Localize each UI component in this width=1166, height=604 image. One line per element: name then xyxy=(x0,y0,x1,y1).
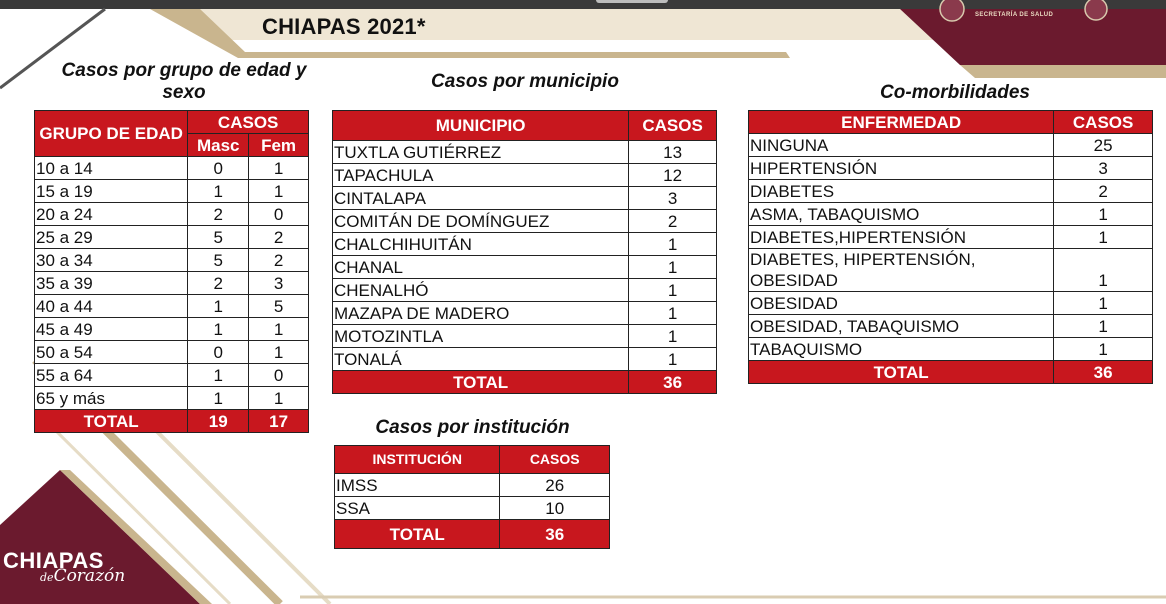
institucion-header-casos: CASOS xyxy=(500,446,610,474)
comorb-title: Co-morbilidades xyxy=(880,82,1030,103)
comorb-cell-casos: 1 xyxy=(1054,292,1153,315)
municipio-cell-nombre: MAZAPA DE MADERO xyxy=(333,302,629,325)
edad-total-label: TOTAL xyxy=(35,410,188,433)
edad-row xyxy=(35,157,309,180)
edad-cell-masc: 2 xyxy=(188,272,249,295)
institucion-cell-nombre: SSA xyxy=(335,497,500,520)
edad-cell-masc: 5 xyxy=(188,249,249,272)
edad-cell-fem: 1 xyxy=(249,387,309,410)
edad-cell-masc: 1 xyxy=(188,364,249,387)
municipio-row xyxy=(333,233,717,256)
municipio-cell-casos: 3 xyxy=(629,187,717,210)
municipio-cell-casos: 1 xyxy=(629,325,717,348)
municipio-header-name: MUNICIPIO xyxy=(333,111,629,141)
comorb-row xyxy=(749,203,1153,226)
comorb-cell-nombre: TABAQUISMO xyxy=(749,338,1054,361)
comorb-row xyxy=(749,134,1153,157)
municipio-total-value: 36 xyxy=(629,371,717,394)
edad-row xyxy=(35,180,309,203)
edad-cell-grupo: 65 y más xyxy=(35,387,188,410)
seal-icon xyxy=(940,0,964,21)
edad-cell-fem: 1 xyxy=(249,318,309,341)
edad-cell-grupo: 25 a 29 xyxy=(35,226,188,249)
comorb-cell-nombre: DIABETES,HIPERTENSIÓN xyxy=(749,226,1054,249)
comorb-cell-nombre: OBESIDAD, TABAQUISMO xyxy=(749,315,1054,338)
edad-row xyxy=(35,249,309,272)
institucion-header-name: INSTITUCIÓN xyxy=(335,446,500,474)
municipio-table xyxy=(332,110,717,394)
institucion-table xyxy=(334,445,610,549)
municipio-cell-casos: 13 xyxy=(629,141,717,164)
edad-cell-grupo: 15 a 19 xyxy=(35,180,188,203)
municipio-cell-casos: 12 xyxy=(629,164,717,187)
edad-cell-masc: 1 xyxy=(188,318,249,341)
institucion-row xyxy=(335,497,610,520)
edad-cell-fem: 1 xyxy=(249,341,309,364)
municipio-cell-casos: 1 xyxy=(629,233,717,256)
edad-cell-fem: 3 xyxy=(249,272,309,295)
edad-cell-masc: 1 xyxy=(188,387,249,410)
edad-header-grupo: GRUPO DE EDAD xyxy=(35,111,188,157)
municipio-cell-nombre: CINTALAPA xyxy=(333,187,629,210)
agency-label: SECRETARÍA DE SALUD xyxy=(975,12,1054,18)
municipio-row xyxy=(333,348,717,371)
municipio-row xyxy=(333,256,717,279)
municipio-total-label: TOTAL xyxy=(333,371,629,394)
institucion-cell-casos: 26 xyxy=(500,474,610,497)
edad-cell-masc: 2 xyxy=(188,203,249,226)
logo-de-corazon xyxy=(40,566,125,586)
comorb-row xyxy=(749,338,1153,361)
municipio-row xyxy=(333,210,717,233)
edad-cell-grupo: 30 a 34 xyxy=(35,249,188,272)
edad-row xyxy=(35,364,309,387)
municipio-cell-casos: 1 xyxy=(629,348,717,371)
comorb-cell-casos: 1 xyxy=(1054,249,1153,292)
municipio-row xyxy=(333,279,717,302)
comorb-cell-nombre: DIABETES xyxy=(749,180,1054,203)
comorb-header-name: ENFERMEDAD xyxy=(749,111,1054,134)
municipio-cell-casos: 2 xyxy=(629,210,717,233)
comorb-cell-casos: 1 xyxy=(1054,315,1153,338)
comorb-cell-nombre: HIPERTENSIÓN xyxy=(749,157,1054,180)
comorb-cell-casos: 3 xyxy=(1054,157,1153,180)
logo-de: de xyxy=(40,571,54,584)
institucion-cell-nombre: IMSS xyxy=(335,474,500,497)
comorb-row xyxy=(749,180,1153,203)
municipio-cell-nombre: COMITÁN DE DOMÍNGUEZ xyxy=(333,210,629,233)
municipio-cell-nombre: TUXTLA GUTIÉRREZ xyxy=(333,141,629,164)
municipio-cell-nombre: MOTOZINTLA xyxy=(333,325,629,348)
comorb-cell-casos: 1 xyxy=(1054,226,1153,249)
edad-row xyxy=(35,318,309,341)
comorb-header-casos: CASOS xyxy=(1054,111,1153,134)
edad-cell-masc: 1 xyxy=(188,295,249,318)
edad-cell-grupo: 35 a 39 xyxy=(35,272,188,295)
comorb-cell-casos: 1 xyxy=(1054,203,1153,226)
municipio-cell-casos: 1 xyxy=(629,256,717,279)
edad-cell-grupo: 10 a 14 xyxy=(35,157,188,180)
municipio-row xyxy=(333,325,717,348)
comorb-row xyxy=(749,292,1153,315)
municipio-cell-nombre: CHANAL xyxy=(333,256,629,279)
edad-row xyxy=(35,387,309,410)
municipio-cell-nombre: CHENALHÓ xyxy=(333,279,629,302)
logo-chiapas: CHIAPAS xyxy=(3,548,104,573)
edad-row xyxy=(35,226,309,249)
comorb-row xyxy=(749,157,1153,180)
edad-cell-fem: 2 xyxy=(249,226,309,249)
edad-cell-grupo: 40 a 44 xyxy=(35,295,188,318)
comorb-cell-casos: 1 xyxy=(1054,338,1153,361)
edad-header-casos: CASOS xyxy=(188,111,309,134)
emblem-icon xyxy=(1085,0,1107,20)
municipio-cell-nombre: TONALÁ xyxy=(333,348,629,371)
edad-row xyxy=(35,272,309,295)
municipio-header-casos: CASOS xyxy=(629,111,717,141)
edad-cell-grupo: 45 a 49 xyxy=(35,318,188,341)
municipio-row xyxy=(333,164,717,187)
edad-cell-fem: 0 xyxy=(249,203,309,226)
logo-corazon: Corazón xyxy=(53,566,126,586)
comorb-row xyxy=(749,315,1153,338)
municipio-row xyxy=(333,302,717,325)
edad-row xyxy=(35,203,309,226)
comorb-cell-nombre: ASMA, TABAQUISMO xyxy=(749,203,1054,226)
edad-cell-masc: 0 xyxy=(188,341,249,364)
comorb-cell-casos: 25 xyxy=(1054,134,1153,157)
edad-total-fem: 17 xyxy=(249,410,309,433)
comorb-row xyxy=(749,249,1153,292)
comorb-total-value: 36 xyxy=(1054,361,1153,384)
edad-header-masc: Masc xyxy=(188,134,249,157)
edad-cell-masc: 5 xyxy=(188,226,249,249)
comorb-row xyxy=(749,226,1153,249)
edad-cell-fem: 5 xyxy=(249,295,309,318)
edad-cell-grupo: 50 a 54 xyxy=(35,341,188,364)
edad-title: Casos por grupo de edad y sexo xyxy=(61,60,307,103)
institucion-title: Casos por institución xyxy=(375,417,570,438)
edad-header-fem: Fem xyxy=(249,134,309,157)
edad-cell-grupo: 20 a 24 xyxy=(35,203,188,226)
comorb-total-label: TOTAL xyxy=(749,361,1054,384)
municipio-cell-nombre: CHALCHIHUITÁN xyxy=(333,233,629,256)
edad-table xyxy=(34,110,309,433)
page-title: CHIAPAS 2021* xyxy=(262,14,426,39)
institucion-row xyxy=(335,474,610,497)
edad-cell-fem: 2 xyxy=(249,249,309,272)
municipio-row xyxy=(333,187,717,210)
municipio-cell-casos: 1 xyxy=(629,302,717,325)
edad-cell-fem: 0 xyxy=(249,364,309,387)
municipio-title: Casos por municipio xyxy=(431,71,619,92)
edad-row xyxy=(35,295,309,318)
edad-total-masc: 19 xyxy=(188,410,249,433)
edad-cell-grupo: 55 a 64 xyxy=(35,364,188,387)
edad-row xyxy=(35,341,309,364)
institucion-total-value: 36 xyxy=(500,520,610,549)
edad-cell-masc: 1 xyxy=(188,180,249,203)
edad-cell-fem: 1 xyxy=(249,180,309,203)
comorb-cell-nombre: DIABETES, HIPERTENSIÓN, OBESIDAD xyxy=(749,249,1054,292)
municipio-cell-casos: 1 xyxy=(629,279,717,302)
municipio-row xyxy=(333,141,717,164)
comorb-cell-casos: 2 xyxy=(1054,180,1153,203)
comorb-table xyxy=(748,110,1153,384)
edad-cell-masc: 0 xyxy=(188,157,249,180)
municipio-cell-nombre: TAPACHULA xyxy=(333,164,629,187)
institucion-total-label: TOTAL xyxy=(335,520,500,549)
comorb-cell-nombre: NINGUNA xyxy=(749,134,1054,157)
edad-cell-fem: 1 xyxy=(249,157,309,180)
institucion-cell-casos: 10 xyxy=(500,497,610,520)
comorb-cell-nombre: OBESIDAD xyxy=(749,292,1054,315)
